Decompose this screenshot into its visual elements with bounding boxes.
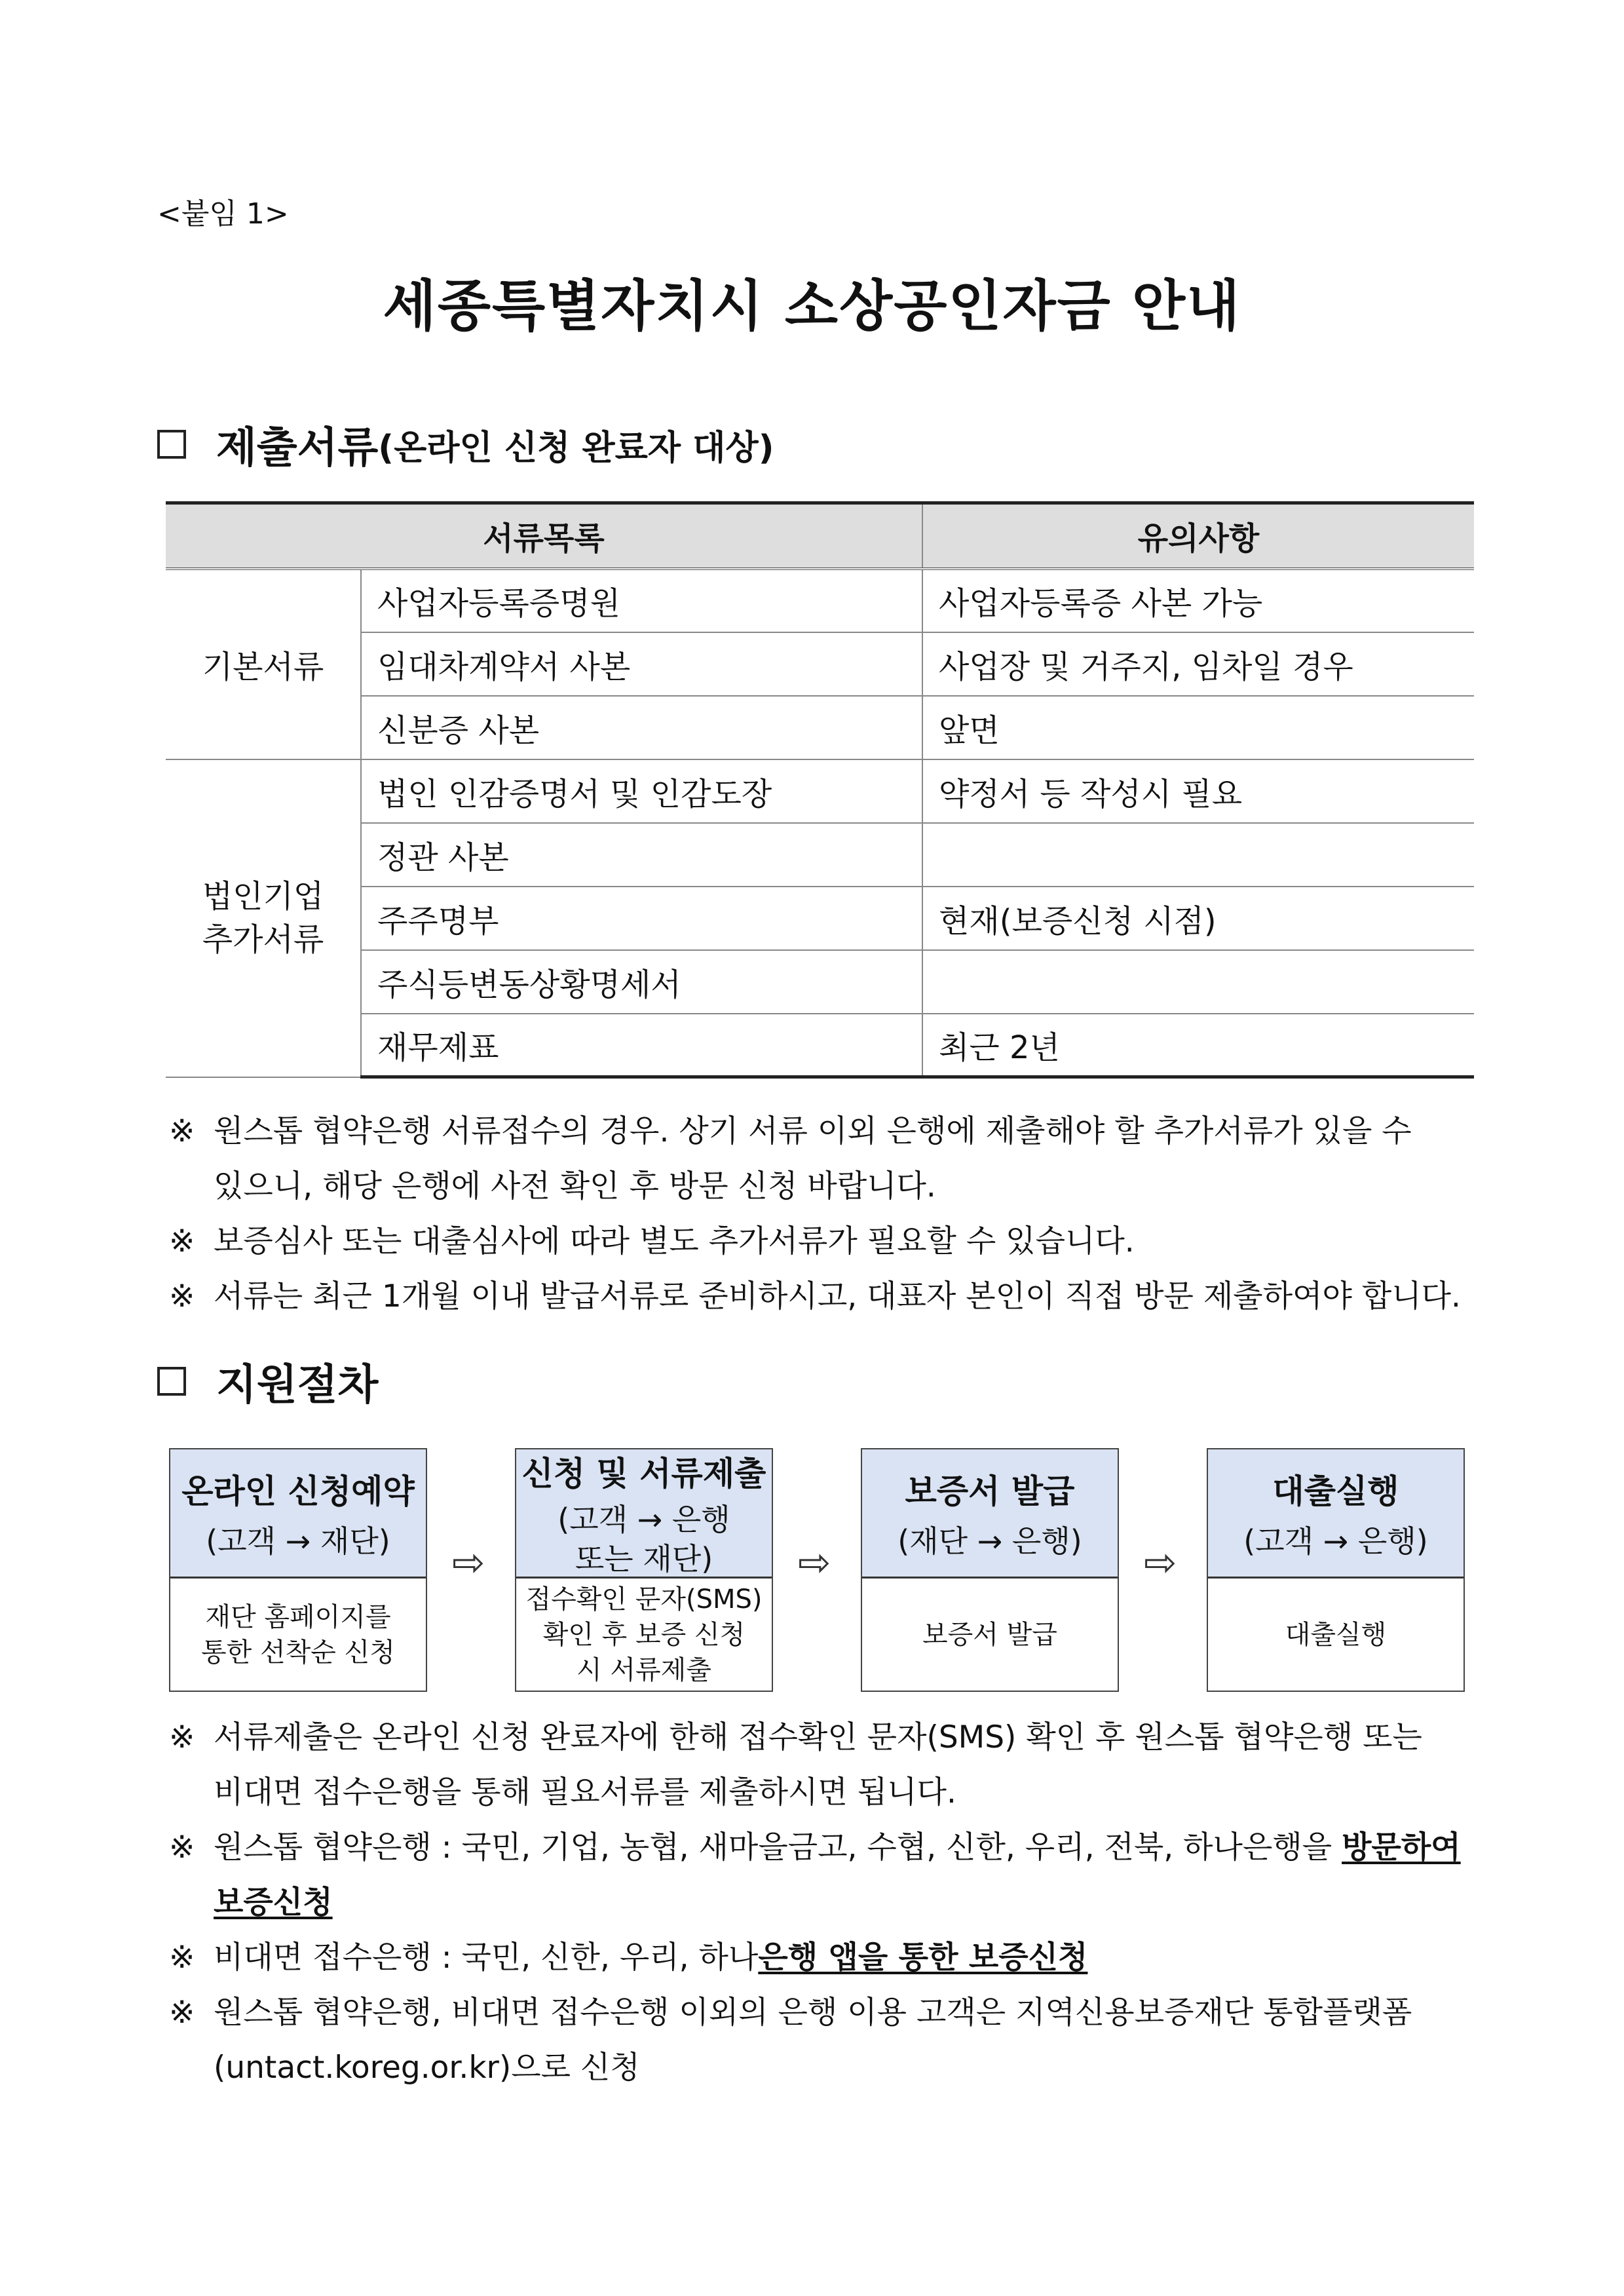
note-emphasis: 보증신청: [214, 1885, 333, 1921]
flow-step-guarantee-issue: [861, 1448, 1119, 1692]
section-procedure: [157, 1351, 378, 1411]
table-row: [166, 632, 1474, 696]
reference-mark: ※: [169, 1278, 195, 1314]
category-line: 추가서류: [202, 921, 324, 958]
flow-step-header: [1208, 1449, 1463, 1578]
note-item: [169, 1820, 1479, 1930]
flow-step-online-reservation: [169, 1448, 427, 1692]
category-basic: 기본서류: [166, 569, 361, 759]
right-arrow-icon: ⇨: [798, 1540, 831, 1586]
table-row: [166, 759, 1474, 823]
note-text: 있으니, 해당 은행에 사전 확인 후 방문 신청 바랍니다.: [214, 1168, 936, 1204]
note-text: 서류제출은 온라인 신청 완료자에 한해 접수확인 문자(SMS) 확인 후 원스톱 협약은행 또는: [214, 1719, 1422, 1755]
flow-sub-line: (고객 → 은행: [557, 1502, 730, 1537]
note-text: [214, 1930, 1479, 1985]
note-item: [169, 1710, 1479, 1820]
note-cell: [922, 950, 1474, 1014]
category-corporate: [166, 759, 361, 1077]
flow-step-loan-execution: [1207, 1448, 1465, 1692]
doc-cell: 법인 인감증명서 및 인감도장: [361, 759, 922, 823]
doc-cell: 사업자등록증명원: [361, 569, 922, 632]
right-arrow-icon: ⇨: [1144, 1540, 1177, 1586]
doc-cell: 임대차계약서 사본: [361, 632, 922, 696]
doc-cell: 주식등변동상황명세서: [361, 950, 922, 1014]
flow-step-title: 보증서 발급: [905, 1472, 1075, 1510]
note-cell: 앞면: [922, 696, 1474, 759]
note-item: [169, 1214, 1479, 1269]
section-subtitle: (온라인 신청 완료자 대상): [378, 428, 774, 468]
header-notes: 유의사항: [922, 503, 1474, 569]
reference-mark: ※: [169, 1113, 195, 1149]
flow-step-sub: [516, 1500, 772, 1578]
note-item: [169, 1985, 1479, 2095]
header-doc-list: 서류목록: [166, 503, 922, 569]
flow-step-header: [516, 1449, 772, 1578]
table-row: [166, 823, 1474, 887]
page-title: 세종특별자치시 소상공인자금 안내: [383, 274, 1241, 338]
table-header-row: [166, 503, 1474, 569]
flow-step-title: 온라인 신청예약: [181, 1472, 415, 1510]
reference-mark: ※: [169, 1995, 195, 2031]
doc-cell: 정관 사본: [361, 823, 922, 887]
flow-step-sub: (재단 → 은행): [897, 1523, 1082, 1559]
flow-step-body: [1208, 1578, 1463, 1691]
note-text: (untact.koreg.or.kr)으로 신청: [214, 2050, 640, 2086]
flow-step-application: [515, 1448, 773, 1692]
flow-step-body: [516, 1578, 772, 1691]
table-row: [166, 696, 1474, 759]
right-arrow-icon: ⇨: [452, 1540, 485, 1586]
table-row: [166, 1014, 1474, 1077]
doc-cell: 주주명부: [361, 887, 922, 950]
note-cell: 약정서 등 작성시 필요: [922, 759, 1474, 823]
table-row: [166, 950, 1474, 1014]
note-text: 보증심사 또는 대출심사에 따라 별도 추가서류가 필요할 수 있습니다.: [214, 1223, 1135, 1259]
flow-step-body: [170, 1578, 426, 1691]
note-plain: 비대면 접수은행 : 국민, 신한, 우리, 하나: [214, 1940, 759, 1976]
note-cell: 사업자등록증 사본 가능: [922, 569, 1474, 632]
reference-mark: ※: [169, 1829, 195, 1866]
note-text: 원스톱 협약은행, 비대면 접수은행 이외의 은행 이용 고객은 지역신용보증재단 통합플랫폼: [214, 1995, 1412, 2031]
table-row: [166, 887, 1474, 950]
doc-cell: 재무제표: [361, 1014, 922, 1077]
flow-body-line: 확인 후 보증 신청: [542, 1620, 746, 1650]
note-plain: 원스톱 협약은행 : 국민, 기업, 농협, 새마을금고, 수협, 신한, 우리, 전북, 하나은행을: [214, 1829, 1342, 1866]
note-cell: 현재(보증신청 시점): [922, 887, 1474, 950]
attachment-label: <붙임 1>: [157, 197, 289, 231]
note-cell: 사업장 및 거주지, 임차일 경우: [922, 632, 1474, 696]
reference-mark: ※: [169, 1940, 195, 1976]
note-text: [214, 1820, 1479, 1875]
note-text: 비대면 접수은행을 통해 필요서류를 제출하시면 됩니다.: [214, 1774, 956, 1810]
section-title: 지원절차: [216, 1361, 379, 1409]
flow-step-title: 신청 및 서류제출: [521, 1455, 766, 1493]
note-text: 서류는 최근 1개월 이내 발급서류로 준비하시고, 대표자 본인이 직접 방문 제출하여야 합니다.: [214, 1278, 1461, 1314]
table-row: [166, 569, 1474, 632]
section-submit-docs: [157, 414, 774, 474]
note-cell: [922, 823, 1474, 887]
flow-step-sub: (고객 → 은행): [1243, 1523, 1428, 1559]
flow-body-line: 시 서류제출: [576, 1655, 711, 1685]
doc-cell: 신분증 사본: [361, 696, 922, 759]
note-emphasis: 방문하여: [1342, 1829, 1461, 1866]
flow-body-line: 접수확인 문자(SMS): [525, 1584, 763, 1615]
flow-step-title: 대출실행: [1272, 1472, 1399, 1510]
note-item: [169, 1930, 1479, 1985]
flow-sub-line: 또는 재단): [575, 1541, 713, 1577]
checkbox-square-icon: [157, 430, 186, 459]
flow-body-line: 재단 홈페이지를: [205, 1602, 391, 1632]
checkbox-square-icon: [157, 1367, 186, 1396]
section-title: 제출서류: [216, 424, 379, 472]
reference-mark: ※: [169, 1719, 195, 1755]
reference-mark: ※: [169, 1223, 195, 1259]
note-item: [169, 1104, 1479, 1214]
flow-body-line: 통한 선착순 신청: [201, 1637, 395, 1668]
category-line: 법인기업: [202, 878, 324, 915]
note-cell: 최근 2년: [922, 1014, 1474, 1077]
flow-step-sub: (고객 → 재단): [206, 1523, 390, 1559]
flow-body-line: 보증서 발급: [922, 1620, 1057, 1650]
note-item: [169, 1269, 1479, 1324]
note-text: [214, 1875, 1479, 1930]
flow-step-header: [170, 1449, 426, 1578]
documents-table: [166, 501, 1474, 1079]
flow-step-header: [862, 1449, 1118, 1578]
note-emphasis: 은행 앱을 통한 보증신청: [758, 1940, 1088, 1976]
flow-step-body: [862, 1578, 1118, 1691]
flow-body-line: 대출실행: [1285, 1620, 1387, 1650]
note-text: 원스톱 협약은행 서류접수의 경우. 상기 서류 이외 은행에 제출해야 할 추가서류가 있을 수: [214, 1113, 1412, 1149]
